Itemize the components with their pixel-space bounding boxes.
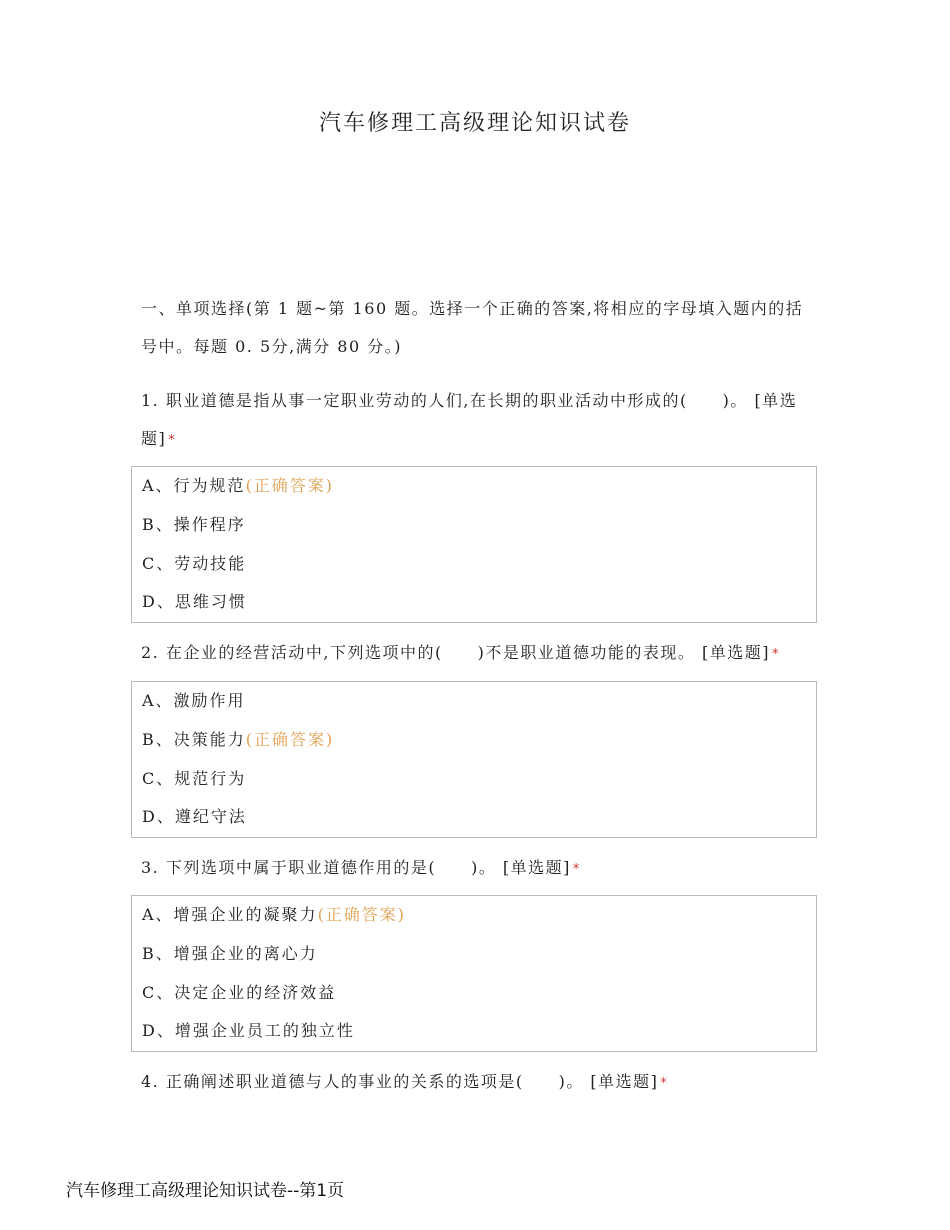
option-label: A、激励作用 xyxy=(142,691,246,710)
required-asterisk: * xyxy=(572,862,581,877)
options-box-3 xyxy=(131,895,817,1052)
option-c[interactable] xyxy=(132,545,816,584)
option-b[interactable] xyxy=(132,721,816,760)
option-label: B、增强企业的离心力 xyxy=(142,943,318,963)
option-d[interactable] xyxy=(132,583,816,622)
option-d[interactable] xyxy=(132,1012,816,1051)
option-label: D、思维习惯 xyxy=(142,592,247,612)
option-label: D、遵纪守法 xyxy=(142,807,247,827)
option-b[interactable] xyxy=(132,506,816,545)
option-a[interactable] xyxy=(132,896,816,935)
option-label: B、操作程序 xyxy=(142,514,246,534)
option-label: A、增强企业的凝聚力 xyxy=(142,905,318,924)
required-asterisk: * xyxy=(772,647,780,662)
required-asterisk: * xyxy=(660,1076,669,1091)
section-instructions: 一、单项选择(第 1 题~第 160 题。选择一个正确的答案,将相应的字母填入题内的括号中。每题 0. 5分,满分 80 分。) xyxy=(141,299,804,356)
option-label: B、决策能力 xyxy=(142,729,246,749)
option-label: A、行为规范 xyxy=(142,476,246,495)
options-box-1 xyxy=(131,466,817,623)
question-1 xyxy=(141,382,811,460)
option-label: C、规范行为 xyxy=(142,768,247,788)
question-stem: 1. 职业道德是指从事一定职业劳动的人们,在长期的职业活动中形成的( )。 [单选题] xyxy=(141,391,798,448)
correct-answer-tag: (正确答案) xyxy=(245,729,335,749)
option-label: C、决定企业的经济效益 xyxy=(142,982,337,1002)
question-2 xyxy=(141,634,811,674)
option-label: C、劳动技能 xyxy=(142,553,247,573)
question-stem: 3. 下列选项中属于职业道德作用的是( )。 [单选题] xyxy=(141,858,571,877)
page-footer: 汽车修理工高级理论知识试卷--第1页 xyxy=(66,1181,345,1201)
question-stem: 4. 正确阐述职业道德与人的事业的关系的选项是( )。 [单选题] xyxy=(141,1072,659,1091)
correct-answer-tag: (正确答案) xyxy=(245,476,335,495)
option-label: D、增强企业员工的独立性 xyxy=(142,1021,355,1041)
option-c[interactable] xyxy=(132,760,816,799)
option-d[interactable] xyxy=(132,798,816,837)
options-box-2 xyxy=(131,681,817,838)
document-title: 汽车修理工高级理论知识试卷 xyxy=(318,111,631,136)
question-3 xyxy=(141,849,811,889)
correct-answer-tag: (正确答案) xyxy=(317,905,407,924)
option-a[interactable] xyxy=(132,467,816,506)
question-stem: 2. 在企业的经营活动中,下列选项中的( )不是职业道德功能的表现。 [单选题] xyxy=(141,643,770,662)
option-c[interactable] xyxy=(132,974,816,1013)
question-4 xyxy=(141,1063,811,1103)
option-b[interactable] xyxy=(132,935,816,974)
required-asterisk: * xyxy=(168,433,177,448)
option-a[interactable] xyxy=(132,682,816,721)
